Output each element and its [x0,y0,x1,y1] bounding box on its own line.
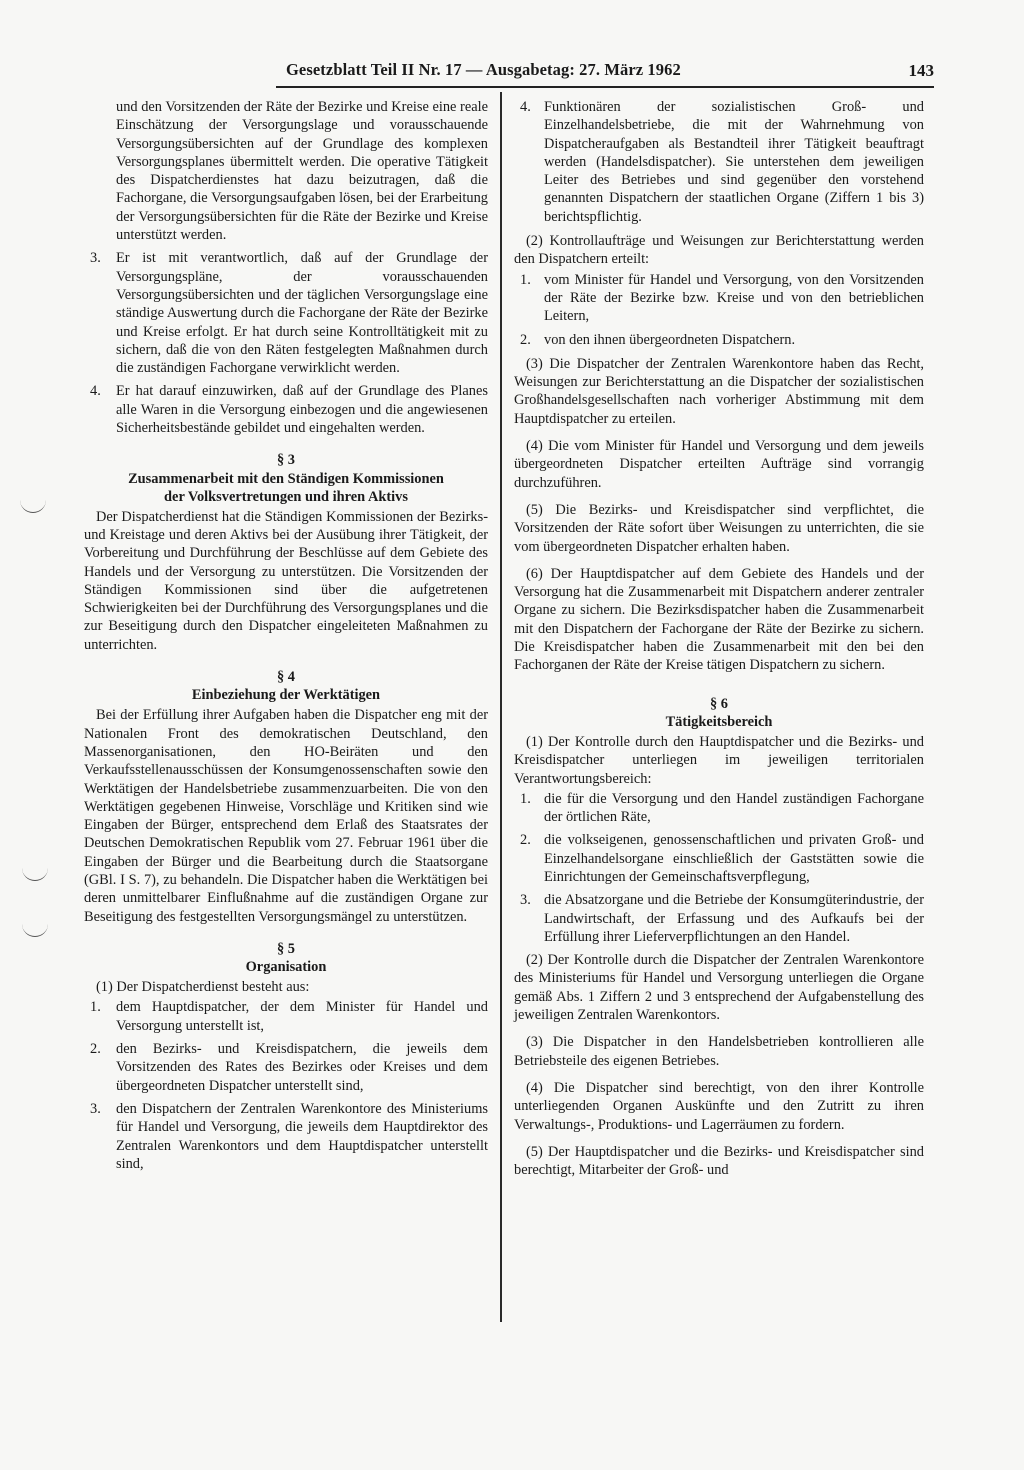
margin-check-mark [22,868,48,881]
paragraph: (2) Der Kontrolle durch die Dispatcher der Zentralen Warenkontore des Ministeriums für Handel und Versorgung unterliegen die Organe gemäß Abs. 1 Ziffern 2 und 3 entsprechend der Aufgabenstellung des jeweiligen Zentralen Warenkontors. [514,952,924,1024]
header-rule [276,86,934,88]
margin-check-mark [22,924,48,937]
section-paragraph: Der Dispatcherdienst hat die Ständigen Kommissionen der Bezirks- und Kreistage und deren Aktivs bei der Ausübung ihrer Tätigkeit, der Vorbereitung und Durchführung der Beschlüsse auf dem Gebiete des Handels und der Versorgung zu unterstützen. Die Vorsitzenden der Ständigen Kommissionen sind über die aufgetretenen Schwierigkeiten bei der Durchführung des Versorgungsplanes und die zur Beseitigung durch den Dispatcher eingeleiteten Maßnahmen zu unterrichten. [84,508,488,653]
section-heading: Organisation [245,959,327,976]
section-heading: Einbeziehung der Werktätigen [191,687,381,704]
list-item: 2. die volkseigenen, genossenschaftlichen und privaten Groß- und Einzelhandelsorgane einschließlich der Gaststätten sowie die Einrichtungen der Gemeinschaftsverpflegung, [520,832,924,885]
intro-paragraph: und den Vorsitzenden der Räte der Bezirke und Kreise eine reale Einschätzung der Versorgungslage und vorausschauende Versorgungsübersichten auf der Grundlage des komplexen Versorgungsplanes übermittelt werden. Die operative Tätigkeit des Dispatcherdienstes hat dazu beizutragen, daß die Fachorgane, die Versorgungsaufgaben lösen, bei der Erarbeitung der Versorgungsübersichten für die Räte der Bezirke und Kreise unterstützt werden. [116,99,488,244]
section-number: § 4 [277,669,295,686]
list-item: 2. den Bezirks- und Kreisdispatchern, die jeweils dem Vorsitzenden des Rates des Bezirkes oder Kreises und dem übergeordneten Dispatcher unterstellt sind, [90,1041,488,1094]
paragraph: (4) Die Dispatcher sind berechtigt, von den ihrer Kontrolle unterliegenden Organen Auskünfte und den Zutritt zu ihren Verwaltungs-, Produktions- und Lagerräumen zu fordern. [514,1079,924,1133]
list-item: 4. Funktionären der sozialistischen Groß- und Einzelhandelsbetriebe, die mit der Wahrnehmung von Dispatcheraufgaben als Bestandteil ihrer Tätigkeit beauftragt werden (Handelsdispatcher). Sie unterstehen dem jeweiligen Leiter des Betriebes und sind gegenüber den vorstehend genannten Dispatchern der staatlichen Organe (Ziffern 1 bis 3) berichtspflichtig. [520,99,924,225]
margin-check-mark [20,500,46,513]
section-heading: Tätigkeitsbereich [665,713,773,730]
page-number: 143 [908,61,934,80]
list-item: 3. Er ist mit verantwortlich, daß auf der Grundlage der Versorgungspläne, der vorausschauenden Versorgungsübersichten und der täglichen Versorgungslage eine ständige Auswertung durch die Fachorgane der Räte der Bezirke und Kreise erfolgt. Er hat durch seine Kontrolltätigkeit mit zu sichern, daß die von den Räten festgelegten Maßnahmen durch die zuständigen Fachorgane verwirklicht werden. [90,250,488,377]
section-heading: Zusammenarbeit mit den Ständigen Kommissionen der Volksvertretungen und ihren Aktivs [128,470,444,505]
column-divider [500,92,502,1322]
list-item: 1. vom Minister für Handel und Versorgung, von den Vorsitzenden der Räte der Bezirke bzw. Kreise und von den betrieblichen Leitern, [520,271,924,325]
paragraph: (3) Die Dispatcher der Zentralen Warenkontore haben das Recht, Weisungen zur Berichterstattung an die Dispatcher der sozialistischen Großhandelsgesellschaften nach vorheriger Abstimmung mit dem Hauptdispatcher zu erteilen. [514,355,924,427]
paragraph: (2) Kontrollaufträge und Weisungen zur Berichterstattung werden den Dispatchern erteilt: [514,233,924,268]
header-title: Gesetzblatt Teil II Nr. 17 — Ausgabetag: 27. März 1962 [286,60,681,79]
section-number: § 6 [710,695,728,712]
left-column [84,98,488,1178]
list-item: 2. von den ihnen übergeordneten Dispatchern. [520,331,796,348]
page-header [286,60,934,82]
paragraph: (5) Der Hauptdispatcher und die Bezirks- und Kreisdispatcher sind berechtigt, Mitarbeiter der Groß- und [514,1143,924,1179]
paragraph: (4) Die vom Minister für Handel und Versorgung und dem jeweils übergeordneten Dispatcher erteilten Aufträge sind vorrangig durchzuführen. [514,438,924,491]
section-number: § 3 [277,452,295,469]
section-paragraph: Bei der Erfüllung ihrer Aufgaben haben die Dispatcher eng mit der Nationalen Front des demokratischen Deutschland, den Massenorganisationen, den HO-Beiräten und den Verkaufsstellenausschüssen der Konsumgenossenschaften sowie den Werktätigen der Handelsbetriebe zusammenzuarbeiten. Die von den Werktätigen gegebenen Hinweise, Vorschläge und Kritiken sind wie Eingaben der Bürger, entsprechend dem Erlaß des Staatsrates der Deutschen Demokratischen Republik vom 27. Februar 1961 über die Eingaben der Bürger und die Bearbeitung durch die Staatsorgane (GBl. I S. 7), zu behandeln. Die Dispatcher haben die Werktätigen bei deren unmittelbarer Einflußnahme auf die zuständigen Organe zur Beseitigung des festgestellten Versorgungsmängel zu unterstützen. [84,707,488,925]
list-item: 4. Er hat darauf einzuwirken, daß auf der Grundlage des Planes alle Waren in die Versorgung einbezogen und die angewiesenen Sicherheitsbestände gebildet und eingehalten werden. [90,383,488,437]
list-item: 3. die Absatzorgane und die Betriebe der Konsumgüterindustrie, der Landwirtschaft, der Erfassung und des Aufkaufs bei der Erfüllung ihrer Lieferverpflichtungen an den Handel. [520,892,924,945]
list-item: 3. den Dispatchern der Zentralen Warenkontore des Ministeriums für Handel und Versorgung, die jeweils dem Hauptdirektor des Zentralen Warenkontors und dem Hauptdispatcher unterstellt sind, [90,1100,488,1172]
section-paragraph: (1) Der Dispatcherdienst besteht aus: [96,979,310,996]
paragraph: (6) Der Hauptdispatcher auf dem Gebiete des Handels und der Versorgung hat die Zusammenarbeit mit Dispatchern anderer zentraler Organe zu sichern. Die Bezirksdispatcher haben die Zusammenarbeit mit den Dispatchern der Fachorgane der Räte der Bezirke zu sichern. Die Kreisdispatcher haben die Zusammenarbeit mit den bei den Fachorganen der Räte der Kreise tätigen Dispatchern zu sichern. [514,565,924,674]
paragraph: (3) Die Dispatcher in den Handelsbetrieben kontrollieren alle Betriebsteile des eigenen Betriebes. [514,1034,924,1069]
paragraph: (1) Der Kontrolle durch den Hauptdispatcher und die Bezirks- und Kreisdispatcher unterliegen im jeweiligen territorialen Verantwortungsbereich: [514,733,924,787]
right-column [514,98,924,1184]
paragraph: (5) Die Bezirks- und Kreisdispatcher sind verpflichtet, die Vorsitzenden der Räte sofort über Weisungen zu unterrichten, die sie vom übergeordneten Dispatcher erhalten haben. [514,501,924,555]
section-number: § 5 [277,940,295,957]
list-item: 1. die für die Versorgung und den Handel zuständigen Fachorgane der örtlichen Räte, [520,790,924,826]
list-item: 1. dem Hauptdispatcher, der dem Minister für Handel und Versorgung unterstellt ist, [90,999,488,1034]
